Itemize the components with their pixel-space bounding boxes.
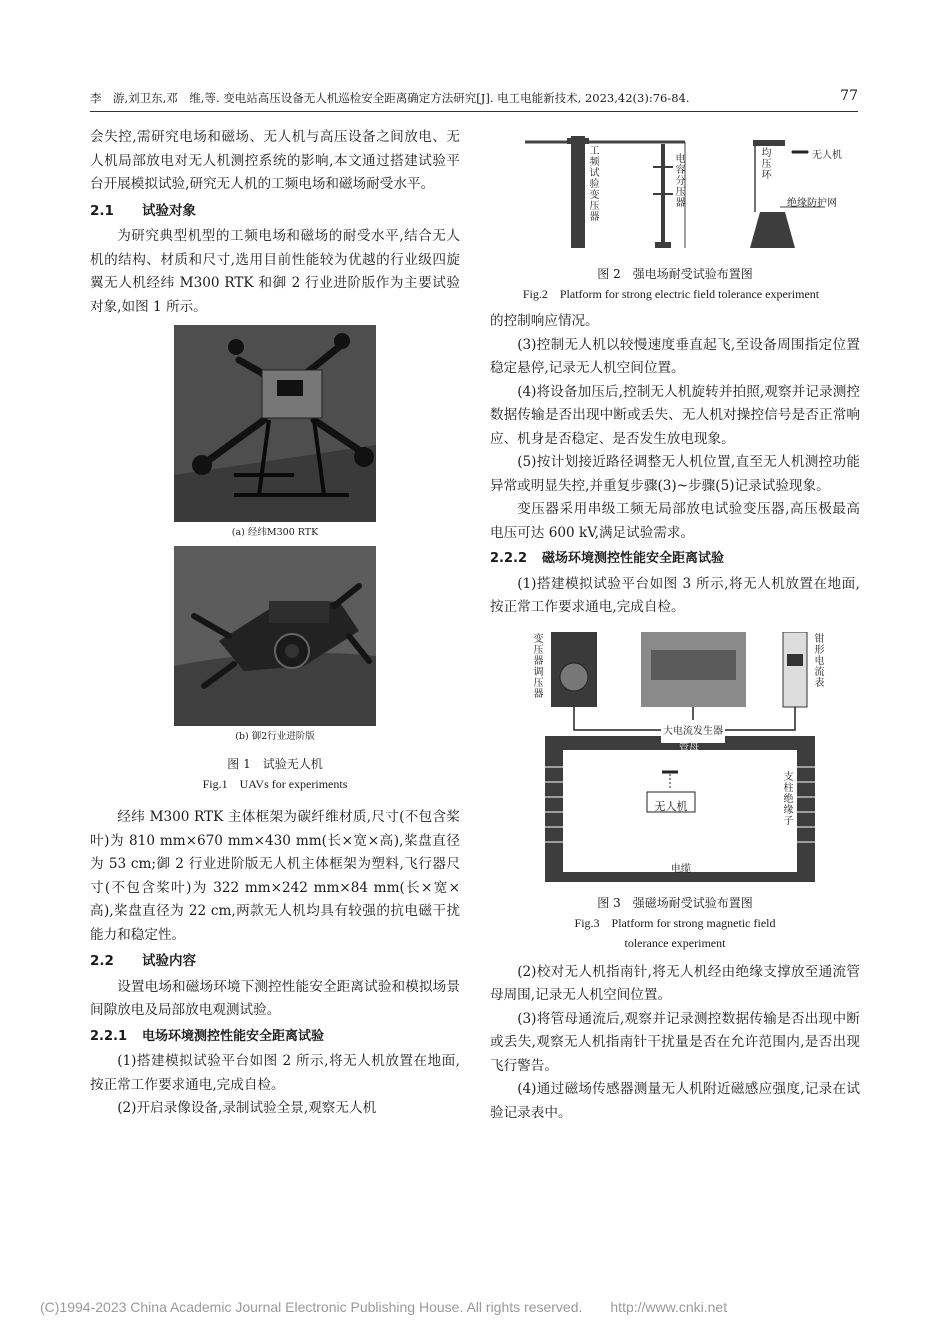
fig2-label-net: 绝缘防护网	[787, 198, 837, 209]
section-number: 2.2.1	[90, 1028, 128, 1044]
fig3-label-clamp: 钳形电流表	[814, 633, 825, 689]
fig1b-caption: (b) 御2行业进阶版	[235, 731, 315, 742]
fig1-caption-en: Fig.1 UAVs for experiments	[202, 777, 348, 791]
header-rule	[90, 111, 858, 112]
figure-1	[174, 325, 376, 744]
fig3-label-generator: 大电流发生器	[661, 720, 725, 744]
m300-drone-image	[174, 325, 376, 522]
mavic-drone-image	[174, 546, 376, 726]
fig1-caption-cn: 图 1 试验无人机	[227, 757, 323, 771]
fig3-label-cable: 电缆	[671, 863, 691, 875]
section-title: 试验内容	[142, 953, 196, 969]
page-number: 77	[840, 88, 858, 104]
running-header: 李 游,刘卫东,邓 维,等. 变电站高压设备无人机巡检安全距离确定方法研究[J]. 电工电能新技术, 2023,42(3):76-84.	[90, 91, 690, 105]
photo-m300-rtk	[174, 325, 376, 522]
transformer-column	[571, 136, 585, 248]
m-step-4: (4)通过磁场传感器测量无人机附近磁感应强度,记录在试验记录表中。	[490, 1081, 860, 1121]
section-2-2-2-heading	[490, 547, 860, 571]
fig2-label-ring: 均压环	[761, 148, 772, 181]
fig3-caption-en-2: tolerance experiment	[624, 935, 726, 950]
section-number: 2.2	[90, 953, 114, 969]
section-number: 2.1	[90, 202, 114, 219]
figure-2	[525, 132, 842, 254]
e-step-4: (4)将设备加压后,控制无人机旋转并拍照,观察并记录测控数据传输是否出现中断或丢失、无人机对操控信号是否正常响应、机身是否稳定、是否发生放电现象。	[490, 383, 860, 447]
paragraph-transformer: 变压器采用串级工频无局部放电试验变压器,高压极最高电压可达 600 kV,满足试验需求。	[490, 501, 860, 541]
figure-3	[521, 632, 829, 887]
paragraph-2-2: 设置电场和磁场环境下测控性能安全距离试验和模拟场景间隙放电及局部放电观测试验。	[90, 978, 460, 1018]
section-title: 磁场环境测控性能安全距离试验	[542, 551, 725, 566]
e-step-5: (5)按计划接近路径调整无人机位置,直至无人机测控功能异常或明显失控,并重复步骤(3)~步骤(5)记录试验现象。	[490, 454, 860, 494]
fig1a-caption: (a) 经纬M300 RTK	[231, 527, 319, 538]
m-step-1: (1)搭建模拟试验平台如图 3 所示,将无人机放置在地面,按正常工作要求通电,完成自检。	[490, 575, 860, 615]
fig3-label-regulator: 变压器调压器	[533, 633, 544, 700]
section-title: 电场环境测控性能安全距离试验	[142, 1028, 325, 1044]
e-step-3: (3)控制无人机以较慢速度垂直起飞,至设备周围指定位置稳定悬停,记录无人机空间位置。	[490, 336, 860, 376]
divider-column	[661, 144, 665, 248]
right-insulator	[797, 750, 815, 872]
section-title: 试验对象	[142, 202, 196, 219]
fig2-label-divider: 电容分压器	[675, 154, 686, 209]
clamp-meter-photo	[783, 632, 807, 707]
left-column	[90, 126, 460, 1121]
section-2-2-heading	[90, 950, 460, 974]
e-step-2: (2)开启录像设备,录制试验全景,观察无人机	[117, 1100, 377, 1116]
photo-mavic2-enterprise	[174, 546, 376, 726]
fig2-caption-en: Fig.2 Platform for strong electric field tolerance experiment	[522, 287, 820, 301]
paragraph-dimensions: 经纬 M300 RTK 主体框架为碳纤维材质,尺寸(不包含桨叶)为 810 mm×670 mm×430 mm(长×宽×高),桨盘直径为 53 cm;御 2 行业进阶版无人机主体框架为塑料,飞行器尺寸(不包含桨叶)为 322 mm×242 mm×84 mm(长×宽×高),桨盘直径为 22 cm,两款无人机均具有较强的抗电磁干扰能力和稳定性。	[90, 809, 460, 943]
m-step-2: (2)校对无人机指南针,将无人机经由绝缘支撑放至通流管母周围,记录无人机空间位置。	[490, 963, 860, 1003]
uav-symbol	[662, 772, 678, 790]
m-step-3: (3)将管母通流后,观察并记录测控数据传输是否出现中断或丢失,观察无人机指南针干扰量是否在允许范围内,是否出现飞行警告。	[490, 1010, 860, 1074]
section-2-2-1-heading	[90, 1025, 460, 1049]
paragraph-2-1: 为研究典型机型的工频电场和磁场的耐受水平,结合无人机的结构、材质和尺寸,选用目前性能较为优越的行业级四旋翼无人机经纬 M300 RTK 和御 2 行业进阶版作为主要试验对象,如图 1 所示。	[90, 228, 460, 315]
e-step-1: (1)搭建模拟试验平台如图 2 所示,将无人机放置在地面,按正常工作要求通电,完成自检。	[90, 1053, 460, 1093]
intro-paragraph: 会失控,需研究电场和磁场、无人机与高压设备之间放电、无人机局部放电对无人机测控系统的影响,本文通过搭建试验平台开展模拟试验,研究无人机的工频电场和磁场耐受水平。	[90, 129, 460, 192]
fig3-caption-cn: 图 3 强磁场耐受试验布置图	[597, 895, 753, 910]
copyright-footer: (C)1994-2023 China Academic Journal Electronic Publishing House. All rights reserved. http://www.cnki.net	[40, 1299, 728, 1315]
ring-stand	[750, 212, 795, 248]
fig2-label-uav: 无人机	[812, 150, 842, 161]
fig3-caption-en-1: Fig.3 Platform for strong magnetic field	[574, 915, 776, 930]
fig2-caption-cn: 图 2 强电场耐受试验布置图	[597, 267, 753, 281]
fig3-diagram	[521, 632, 829, 887]
e-step-2-cont: 的控制响应情况。	[490, 313, 599, 329]
fig2-label-transformer: 工频试验变压器	[589, 146, 600, 223]
section-number: 2.2.2	[490, 551, 528, 566]
right-column	[490, 126, 860, 1125]
left-insulator	[545, 750, 563, 872]
fig3-label-uav: 无人机	[654, 799, 688, 813]
section-2-1-heading	[90, 200, 460, 224]
fig3-label-insulator: 支柱绝缘子	[783, 771, 794, 827]
uav-symbol	[792, 151, 809, 154]
fig3-label-busbar: 管母	[679, 742, 699, 754]
